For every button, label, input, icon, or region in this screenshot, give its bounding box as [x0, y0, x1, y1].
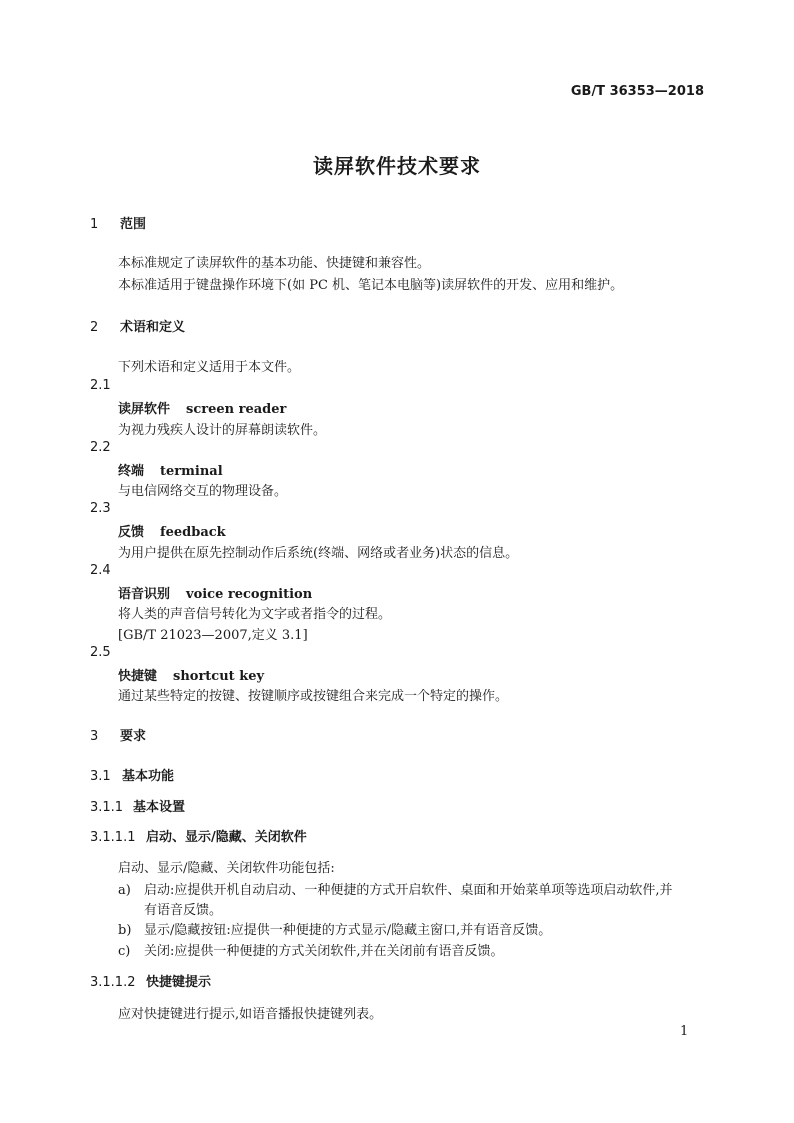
section-number: 2: [90, 320, 99, 335]
term-zh: 反馈: [118, 525, 145, 540]
paragraph: 本标准规定了读屏软件的基本功能、快捷键和兼容性。: [118, 256, 431, 271]
term-zh: 快捷键: [118, 669, 158, 684]
list-text: 启动:应提供开机自动启动、一种便捷的方式开启软件、桌面和开始菜单项等选项启动软件,并: [144, 883, 673, 898]
term-zh: 语音识别: [118, 587, 171, 602]
term-name: [118, 521, 226, 540]
section-number: 3.1: [90, 769, 111, 784]
section-2-heading: [90, 316, 185, 335]
section-title: 基本功能: [122, 769, 175, 784]
term-definition: 为用户提供在原先控制动作后系统(终端、网络或者业务)状态的信息。: [118, 546, 519, 561]
term-name: [118, 583, 312, 602]
section-title: 要求: [120, 729, 147, 744]
term-number: 2.1: [90, 378, 111, 393]
section-title: 范围: [120, 217, 147, 232]
term-en: feedback: [160, 525, 226, 540]
term-definition: 通过某些特定的按键、按键顺序或按键组合来完成一个特定的操作。: [118, 689, 509, 704]
list-item: [118, 919, 551, 938]
term-en: shortcut key: [173, 669, 265, 684]
section-title: 术语和定义: [120, 320, 186, 335]
paragraph: 本标准适用于键盘操作环境下(如 PC 机、笔记本电脑等)读屏软件的开发、应用和维护。: [118, 278, 624, 293]
section-title: 快捷键提示: [146, 975, 212, 990]
paragraph: 下列术语和定义适用于本文件。: [118, 360, 301, 375]
term-zh: 终端: [118, 464, 145, 479]
term-number: 2.5: [90, 645, 111, 660]
list-text: 显示/隐藏按钮:应提供一种便捷的方式显示/隐藏主窗口,并有语音反馈。: [144, 923, 552, 938]
term-source: [GB/T 21023—2007,定义 3.1]: [118, 628, 308, 643]
section-title: 基本设置: [133, 800, 186, 815]
section-number: 3: [90, 729, 99, 744]
term-en: screen reader: [186, 402, 287, 417]
subsection-3-1-1-2-heading: [90, 971, 211, 990]
standard-number: GB/T 36353—2018: [570, 84, 704, 99]
section-3-heading: [90, 725, 146, 744]
subsection-3-1-1-heading: [90, 796, 185, 815]
term-number: 2.4: [90, 563, 111, 578]
term-zh: 读屏软件: [118, 402, 171, 417]
paragraph: 启动、显示/隐藏、关闭软件功能包括:: [118, 861, 335, 876]
term-name: [118, 398, 286, 417]
list-item: [118, 879, 673, 898]
term-definition: 为视力残疾人设计的屏幕朗读软件。: [118, 423, 327, 438]
list-text: 关闭:应提供一种便捷的方式关闭软件,并在关闭前有语音反馈。: [144, 944, 504, 959]
term-definition: 将人类的声音信号转化为文字或者指令的过程。: [118, 607, 392, 622]
term-en: voice recognition: [186, 587, 313, 602]
section-number: 3.1.1: [90, 800, 124, 815]
section-1-heading: [90, 213, 146, 232]
list-item-continuation: 有语音反馈。: [144, 903, 223, 918]
term-definition: 与电信网络交互的物理设备。: [118, 484, 288, 499]
list-item: [118, 940, 504, 959]
paragraph: 应对快捷键进行提示,如语音播报快捷键列表。: [118, 1007, 383, 1022]
list-marker: a): [118, 883, 131, 898]
term-name: [118, 665, 264, 684]
list-marker: c): [118, 944, 131, 959]
document-title: 读屏软件技术要求: [313, 154, 481, 178]
section-number: 1: [90, 217, 99, 232]
list-marker: b): [118, 923, 132, 938]
term-number: 2.3: [90, 501, 111, 516]
section-number: 3.1.1.2: [90, 975, 136, 990]
term-number: 2.2: [90, 440, 111, 455]
section-title: 启动、显示/隐藏、关闭软件: [146, 830, 307, 845]
subsection-3-1-1-1-heading: [90, 826, 307, 845]
term-name: [118, 460, 223, 479]
term-en: terminal: [160, 464, 223, 479]
subsection-3-1-heading: [90, 765, 174, 784]
section-number: 3.1.1.1: [90, 830, 136, 845]
page-number: 1: [680, 1024, 689, 1039]
